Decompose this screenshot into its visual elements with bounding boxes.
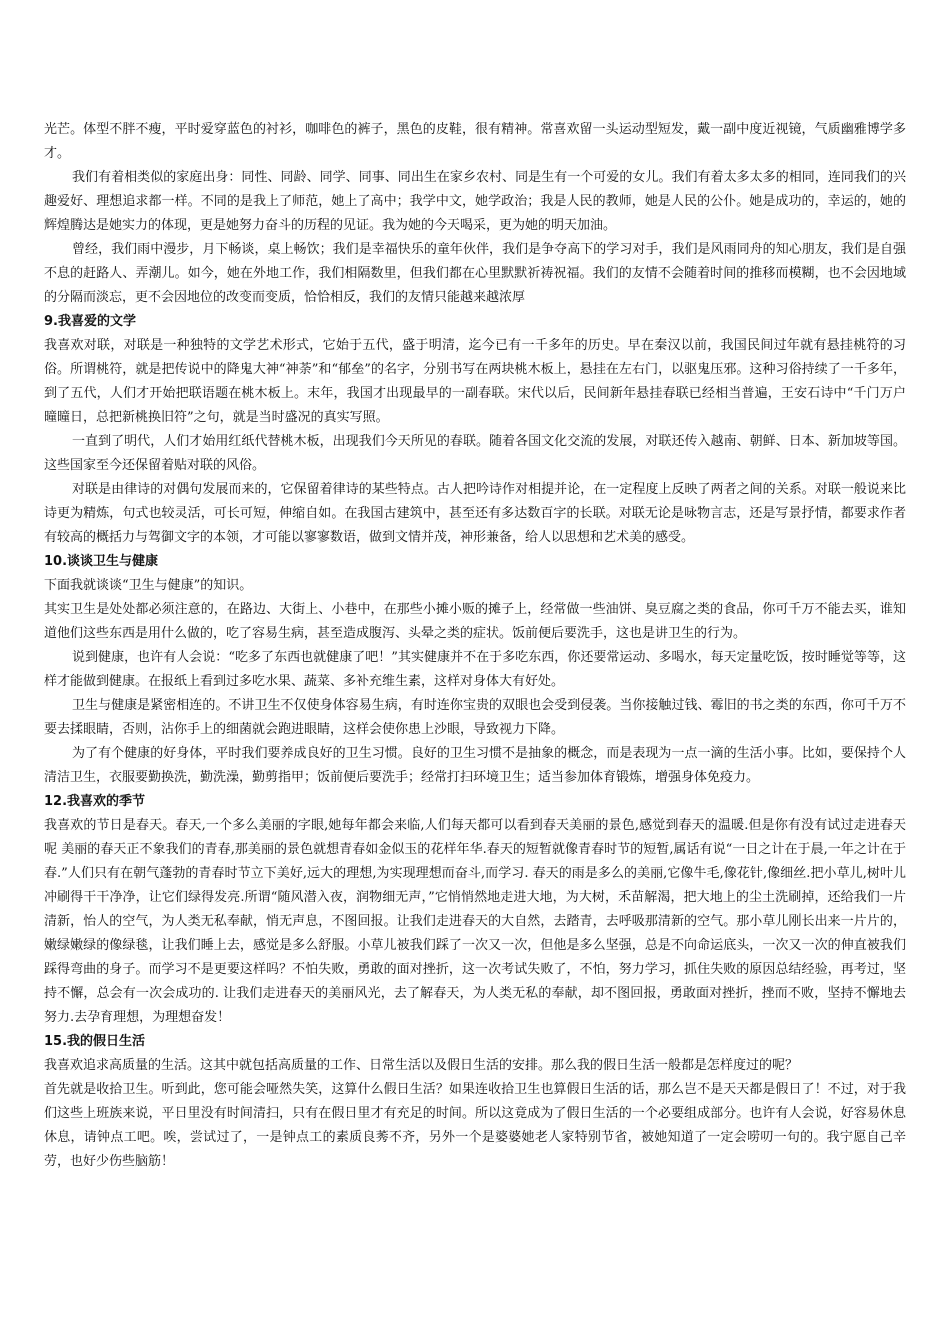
section-heading: 12.我喜欢的季节: [44, 794, 146, 809]
section-heading: 9.我喜爱的文学: [44, 314, 136, 329]
section-heading: 15.我的假日生活: [44, 1034, 146, 1049]
paragraph: 我喜欢的节日是春天。春天,一个多么美丽的字眼,她每年都会来临,人们每天都可以看到春天美丽的景色,感觉到春天的温暖.但是你有没有试过走进春天呢 美丽的春天正不象我们的青春,那美丽的景色就想青春如金似玉的花样年华.春天的短暂就像青春时节的短暂,属话有说“一日之计在于晨,一年之计在于春.”人们只有在朝气蓬勃的青春时节立下美好,远大的理想,为实现理想而奋斗,而学习. 春天的雨是多么的美丽,它像牛毛,像花针,像细丝.把小草儿,树叶儿冲刷得干干净净，让它们绿得发亮.所谓“随风潜入夜，润物细无声，”它悄悄然地走进大地，为大树，禾苗解渴，把大地上的尘土洗刷掉，还给我们一片清新，怡人的空气，为人类无私奉献，悄无声息，不图回报。让我们走进春天的大自然，去踏青，去呼吸那清新的空气。那小草儿刚长出来一片片的，嫩绿嫩绿的像绿毯，让我们睡上去，感觉是多么舒服。小草儿被我们踩了一次又一次，但他是多么坚强，总是不向命运底头，一次又一次的伸直被我们踩得弯曲的身子。而学习不是更要这样吗？不怕失败，勇敢的面对挫折，这一次考试失败了，不怕，努力学习，抓住失败的原因总结经验，再考过，坚持不懈，总会有一次会成功的. 让我们走进春天的美丽风光，去了解春天，为人类无私的奉献，却不图回报，勇敢面对挫折，挫而不败，坚持不懈地去努力.去孕育理想，为理想奋发！: [44, 818, 906, 1025]
paragraph: 我们有着相类似的家庭出身：同性、同龄、同学、同事、同出生在家乡农村、同是生有一个可爱的女儿。我们有着太多太多的相同，连同我们的兴趣爱好、理想追求都一样。不同的是我上了师范，她上了高中；我学中文，她学政治；我是人民的教师，她是人民的公仆。她是成功的，幸运的，她的辉煌腾达是她实力的体现，更是她努力奋斗的历程的见证。我为她的今天喝采，更为她的明天加油。: [44, 170, 906, 233]
paragraph: 对联是由律诗的对偶句发展而来的，它保留着律诗的某些特点。古人把吟诗作对相提并论，在一定程度上反映了两者之间的关系。对联一般说来比诗更为精炼，句式也较灵活，可长可短，伸缩自如。在我国古建筑中，甚至还有多达数百字的长联。对联无论是咏物言志，还是写景抒情，都要求作者有较高的概括力与驾御文字的本领，才可能以寥寥数语，做到文情并茂，神形兼备，给人以思想和艺术美的感受。: [44, 482, 906, 545]
paragraph: 其实卫生是处处都必须注意的，在路边、大街上、小巷中，在那些小摊小贩的摊子上，经常做一些油饼、臭豆腐之类的食品，你可千万不能去买，谁知道他们这些东西是用什么做的，吃了容易生病，甚至造成腹泻、头晕之类的症状。饭前便后要洗手，这也是讲卫生的行为。: [44, 602, 906, 641]
paragraph: 我喜欢追求高质量的生活。这其中就包括高质量的工作、日常生活以及假日生活的安排。那么我的假日生活一般都是怎样度过的呢？: [44, 1058, 799, 1073]
paragraph: 首先就是收拾卫生。听到此，您可能会哑然失笑，这算什么假日生活？如果连收拾卫生也算假日生活的话，那么岂不是天天都是假日了！不过，对于我们这些上班族来说，平日里没有时间清扫，只有在假日里才有充足的时间。所以这竟成为了假日生活的一个必要组成部分。也许有人会说，好容易休息休息，请钟点工吧。唉，尝试过了，一是钟点工的素质良莠不齐，另外一个是婆婆她老人家特别节省，被她知道了一定会唠叨一句的。我宁愿自己辛劳，也好少伤些脑筋！: [44, 1082, 906, 1169]
paragraph: 说到健康，也许有人会说：“吃多了东西也就健康了吧！”其实健康并不在于多吃东西，你还要常运动、多喝水，每天定量吃饭，按时睡觉等等，这样才能做到健康。在报纸上看到过多吃水果、蔬菜、多补充维生素，这样对身体大有好处。: [44, 650, 906, 689]
paragraph: 曾经，我们雨中漫步，月下畅谈，桌上畅饮；我们是幸福快乐的童年伙伴，我们是争夺高下的学习对手，我们是风雨同舟的知心朋友，我们是自强不息的赶路人、弄潮儿。如今，她在外地工作，我们相隔数里，但我们都在心里默默祈祷祝福。我们的友情不会随着时间的推移而模糊，也不会因地域的分隔而淡忘，更不会因地位的改变而变质，恰恰相反，我们的友情只能越来越浓厚: [44, 242, 906, 305]
paragraph: 一直到了明代，人们才始用红纸代替桃木板，出现我们今天所见的春联。随着各国文化交流的发展，对联还传入越南、朝鲜、日本、新加坡等国。这些国家至今还保留着贴对联的风俗。: [44, 434, 906, 473]
paragraph: 我喜欢对联，对联是一种独特的文学艺术形式，它始于五代，盛于明清，迄今已有一千多年的历史。早在秦汉以前，我国民间过年就有悬挂桃符的习俗。所谓桃符，就是把传说中的降鬼大神“神荼”和“郁垒”的名字，分别书写在两块桃木板上，悬挂在左右门，以驱鬼压邪。这种习俗持续了一千多年，到了五代，人们才开始把联语题在桃木板上。末年，我国才出现最早的一副春联。宋代以后，民间新年悬挂春联已经相当普遍，王安石诗中“千门万户曈曈日，总把新桃换旧符”之句，就是当时盛况的真实写照。: [44, 338, 906, 425]
paragraph: 卫生与健康是紧密相连的。不讲卫生不仅使身体容易生病，有时连你宝贵的双眼也会受到侵袭。当你接触过钱、霉旧的书之类的东西，你可千万不要去揉眼睛，否则，沾你手上的细菌就会跑进眼睛，这样会使你患上沙眼，导致视力下降。: [44, 698, 906, 737]
section-heading: 10.谈谈卫生与健康: [44, 554, 159, 569]
paragraph: 为了有个健康的好身体，平时我们要养成良好的卫生习惯。良好的卫生习惯不是抽象的概念，而是表现为一点一滴的生活小事。比如，要保持个人清洁卫生，衣服要勤换洗，勤洗澡，勤剪指甲；饭前便后要洗手；经常打扫环境卫生；适当参加体育锻炼，增强身体免疫力。: [44, 746, 906, 785]
paragraph: 下面我就谈谈“卫生与健康”的知识。: [44, 578, 253, 593]
paragraph: 光芒。体型不胖不瘦，平时爱穿蓝色的衬衫，咖啡色的裤子，黑色的皮鞋，很有精神。常喜欢留一头运动型短发，戴一副中度近视镜，气质幽雅博学多才。: [44, 122, 906, 161]
